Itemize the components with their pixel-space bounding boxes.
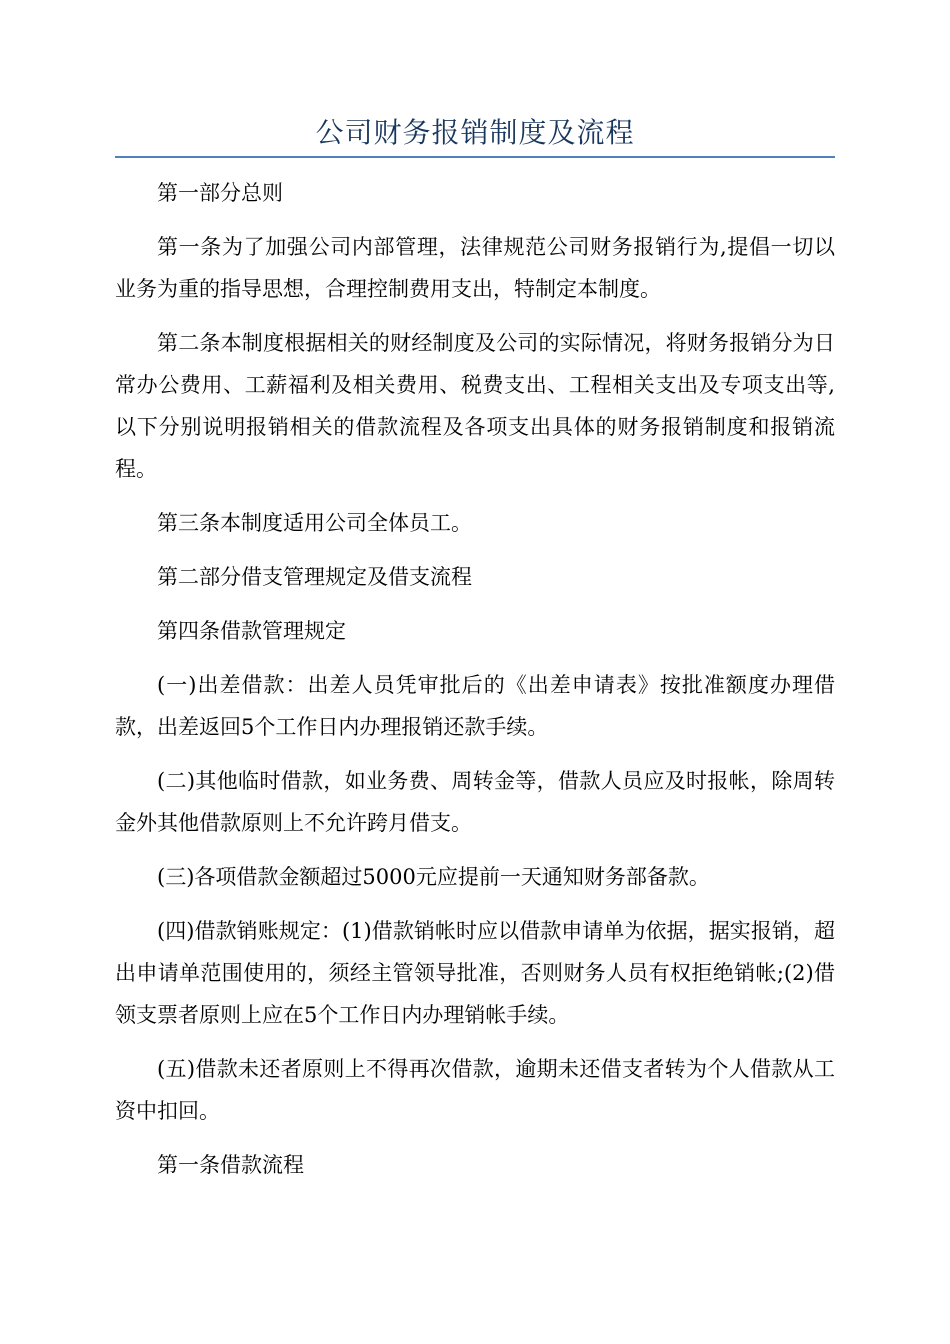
paragraph-item-4: (四)借款销账规定：(1)借款销帐时应以借款申请单为依据，据实报销，超出申请单范围使用的，须经主管领导批准，否则财务人员有权拒绝销帐;(2)借领支票者原则上应在5个工作日内办理销帐手续。 xyxy=(115,919,835,1027)
paragraph-article-3: 第三条本制度适用公司全体员工。 xyxy=(157,511,472,535)
paragraph-article-4: 第四条借款管理规定 xyxy=(157,619,346,643)
paragraph-item-3: (三)各项借款金额超过5000元应提前一天通知财务部备款。 xyxy=(157,865,710,889)
paragraph-part-one-heading: 第一部分总则 xyxy=(157,181,283,205)
title-block xyxy=(115,110,835,158)
paragraph-item-1: (一)出差借款：出差人员凭审批后的《出差申请表》按批准额度办理借款，出差返回5个工作日内办理报销还款手续。 xyxy=(115,673,835,739)
paragraph-item-5: (五)借款未还者原则上不得再次借款，逾期未还借支者转为个人借款从工资中扣回。 xyxy=(115,1057,835,1123)
paragraph-article-2: 第二条本制度根据相关的财经制度及公司的实际情况，将财务报销分为日常办公费用、工薪福利及相关费用、税费支出、工程相关支出及专项支出等,以下分别说明报销相关的借款流程及各项支出具体的财务报销制度和报销流程。 xyxy=(115,331,835,481)
document-body xyxy=(115,172,835,1198)
paragraph-part-two-heading: 第二部分借支管理规定及借支流程 xyxy=(157,565,472,589)
paragraph-item-2: (二)其他临时借款，如业务费、周转金等，借款人员应及时报帐，除周转金外其他借款原则上不允许跨月借支。 xyxy=(115,769,835,835)
document-title: 公司财务报销制度及流程 xyxy=(315,116,635,149)
paragraph-loan-process: 第一条借款流程 xyxy=(157,1153,304,1177)
paragraph-article-1: 第一条为了加强公司内部管理，法律规范公司财务报销行为,提倡一切以业务为重的指导思想，合理控制费用支出，特制定本制度。 xyxy=(115,235,835,301)
